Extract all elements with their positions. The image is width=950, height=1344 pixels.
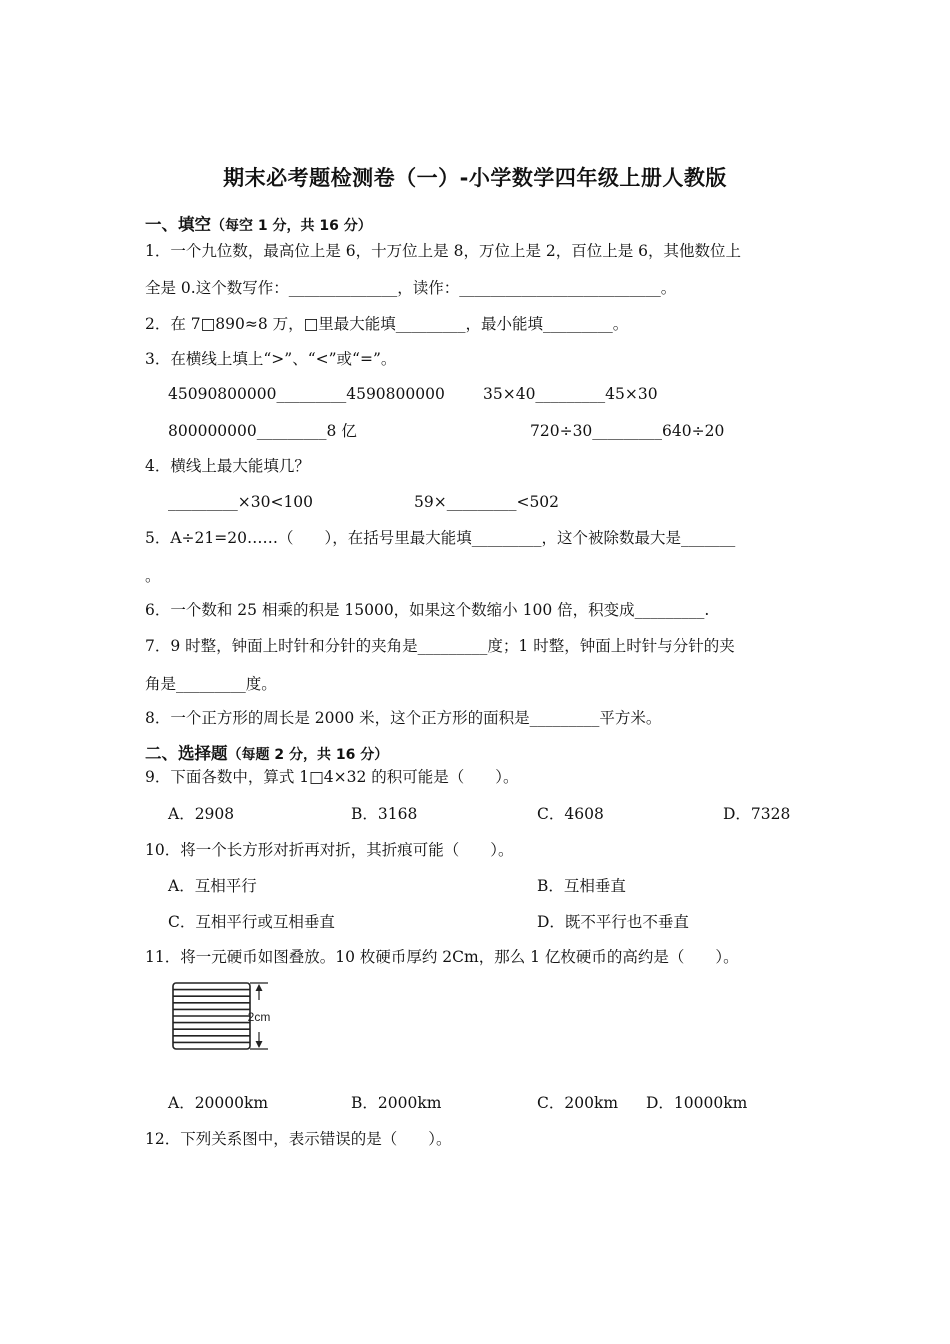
question-9-option-c: C．4608 [537,805,604,823]
question-11-option-c: C．200km [537,1094,619,1112]
question-3-row-1-left: 45090800000_________4590800000 [168,385,445,403]
page-title: 期末必考题检测卷（一）-小学数学四年级上册人教版 [223,166,727,190]
question-10-stem: 10．将一个长方形对折再对折，其折痕可能（ ）。 [145,841,514,859]
coin-stack [173,983,250,1049]
question-9-option-a: A．2908 [168,805,235,823]
question-3-stem: 3．在横线上填上“>”、“<”或“=”。 [145,350,397,368]
section-1-note: （每空 1 分，共 16 分） [211,218,372,234]
question-7-line-2: 角是_________度。 [145,675,277,693]
section-1-heading [145,214,372,237]
question-3-row-2-left: 800000000_________8 亿 [168,422,357,440]
question-4-left: _________×30<100 [168,493,314,511]
question-5-line-2: 。 [145,567,161,585]
question-7-line-1: 7．9 时整，钟面上时针和分针的夹角是_________度；1 时整，钟面上时针与分针的夹 [145,637,735,655]
question-10-option-b: B．互相垂直 [537,877,626,895]
question-4-right: 59×_________<502 [414,493,560,511]
question-1-line-1: 1．一个九位数，最高位上是 6，十万位上是 8，万位上是 2，百位上是 6，其他数位上 [145,242,742,260]
question-10-option-a: A．互相平行 [168,877,257,895]
question-9-option-b: B．3168 [351,805,418,823]
question-10-option-c: C．互相平行或互相垂直 [168,913,335,931]
question-2: 2．在 7□890≈8 万，□里最大能填_________，最小能填_________。 [145,315,629,333]
question-3-row-1-right: 35×40_________45×30 [483,385,658,403]
section-2-note: （每题 2 分，共 16 分） [227,747,389,763]
question-1-line-2: 全是 0.这个数写作：______________，读作：__________________________。 [145,279,677,297]
question-11-stem: 11．将一元硬币如图叠放。10 枚硬币厚约 2Cm，那么 1 亿枚硬币的高约是（ ）。 [145,948,739,966]
question-10-option-d: D．既不平行也不垂直 [537,913,689,931]
question-11-option-d: D．10000km [646,1094,748,1112]
question-6: 6．一个数和 25 相乘的积是 15000，如果这个数缩小 100 倍，积变成_________. [145,601,710,619]
question-3-row-2-right: 720÷30_________640÷20 [530,422,725,440]
question-11-option-a: A．20000km [168,1094,269,1112]
section-2-heading [145,743,388,766]
question-5-line-1: 5．A÷21=20……（ ），在括号里最大能填_________，这个被除数最大是_______ [145,529,736,547]
section-1-title: 一、填空 [145,215,211,234]
question-12-stem: 12．下列关系图中，表示错误的是（ ）。 [145,1130,452,1148]
question-8: 8．一个正方形的周长是 2000 米，这个正方形的面积是_________平方米。 [145,709,662,727]
coin-stack-figure [170,980,285,1055]
question-9-option-d: D．7328 [723,805,791,823]
figure-label-2cm: 2cm [247,1010,271,1024]
question-11-option-b: B．2000km [351,1094,442,1112]
question-9-stem: 9．下面各数中，算式 1□4×32 的积可能是（ ）。 [145,768,519,786]
section-2-title: 二、选择题 [145,744,228,763]
question-4-stem: 4．横线上最大能填几？ [145,457,310,475]
